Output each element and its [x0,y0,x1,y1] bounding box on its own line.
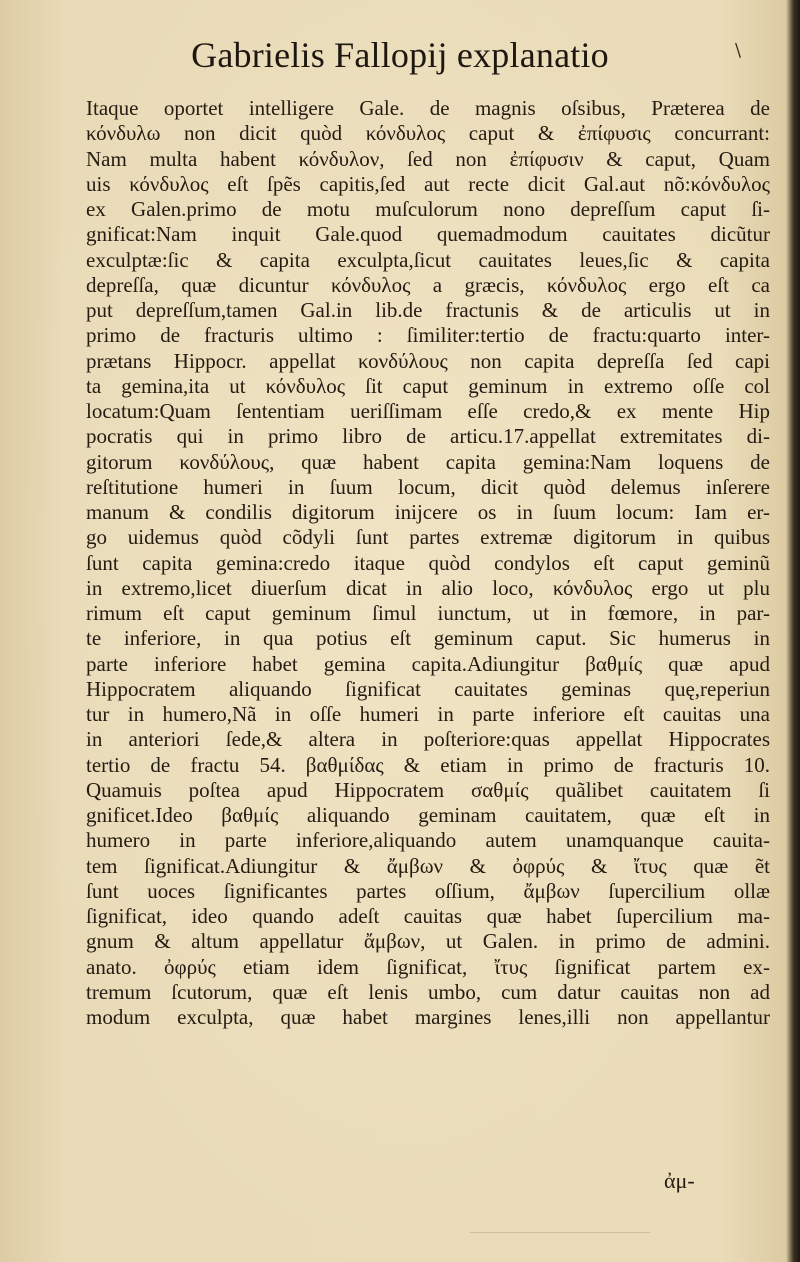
text-line: tertio de fractu 54. βαθμίδας & etiam in primo de fracturis 10. [86,752,770,777]
text-line: Hippocratem aliquando ſignificat cauitates geminas quę,reperiun [86,676,770,701]
text-line: ex Galen.primo de motu muſculorum nono depreſſum caput ſi- [86,197,770,221]
body-text-block [86,96,770,1030]
text-line: ſignificat, ideo quando adeſt cauitas quæ habet ſupercilium ma- [86,904,770,928]
text-line: in extremo,licet diuerſum dicat in alio loco, κόνδυλος ergo ut plu [86,575,770,600]
running-head: Gabrielis Fallopij explanatio [191,35,609,75]
text-line: gitorum κονδύλους, quæ habent capita gemina:Nam loquens de [86,449,770,474]
text-line: Nam multa habent κόνδυλον, ſed non ἐπίφυσιν & caput, Quam [86,146,770,171]
text-line: rimum eſt caput geminum ſimul iunctum, ut in fœmore, in par- [86,601,770,625]
text-line: reſtitutione humeri in ſuum locum, dicit quòd delemus inſerere [86,474,770,499]
text-line: ſunt capita gemina:credo itaque quòd condylos eſt caput geminũ [86,550,770,575]
text-line: exculptæ:ſic & capita exculpta,ſicut cauitates leues,ſic & capita [86,247,770,272]
text-line: anato. ὀφρύς etiam idem ſignificat, ἴτυς ſignificat partem ex- [86,954,770,979]
text-line: primo de fracturis ultimo : ſimiliter:tertio de fractu:quarto inter- [86,323,770,348]
text-line: humero in parte inferiore,aliquando autem unamquanque cauita- [86,828,770,853]
text-line: uis κόνδυλος eſt ſpẽs capitis,ſed aut recte dicit Gal.aut nõ:κόνδυλος [86,171,770,196]
text-line: pocratis qui in primo libro de articu.17.appellat extremitates di- [86,424,770,449]
text-line: gnificat:Nam inquit Gale.quod quemadmodum cauitates dicũtur [86,222,770,247]
text-line: modum exculpta, quæ habet margines lenes,illi non appellantur [86,1005,770,1029]
text-line: gnum & altum appellatur ἄμβων, ut Galen. in primo de admini. [86,929,770,954]
text-line: gnificet.Ideo βαθμίς aliquando geminam cauitatem, quæ eſt in [86,803,770,827]
text-line: put depreſſum,tamen Gal.in lib.de fractunis & de articulis ut in [86,298,770,322]
text-line: Itaque oportet intelligere Gale. de magnis oſsibus, Præterea de [86,96,770,120]
catchword: ἀμ- [664,1168,695,1193]
text-line: ta gemina,ita ut κόνδυλος ſit caput geminum in extremo oſſe col [86,373,770,398]
text-line: parte inferiore habet gemina capita.Adiungitur βαθμίς quæ apud [86,651,770,676]
page-binding-edge [786,0,800,1262]
corner-mark: \ [735,40,742,61]
text-line: tur in humero,Nã in oſſe humeri in parte inferiore eſt cauitas una [86,702,770,726]
text-line: Quamuis poſtea apud Hippocratem σαθμίς quãlibet cauitatem ſi [86,777,770,802]
text-line: ſunt uoces ſignificantes partes oſſium, ἄμβων ſupercilium ollæ [86,878,770,903]
text-line: locatum:Quam ſententiam ueriſſimam eſſe credo,& ex mente Hip [86,399,770,423]
text-line: manum & condilis digitorum inijcere os in ſuum locum: Iam er- [86,500,770,524]
page-bottom-mark [470,1232,650,1233]
text-line: in anteriori ſede,& altera in poſteriore:quas appellat Hippocrates [86,727,770,752]
text-line: go uidemus quòd cõdyli ſunt partes extremæ digitorum in quibus [86,525,770,550]
text-line: κόνδυλω non dicit quòd κόνδυλος caput & ἐπίφυσις concurrant: [86,121,770,146]
text-line: te inferiore, in qua potius eſt geminum caput. Sic humerus in [86,626,770,651]
text-line: prætans Hippocr. appellat κονδύλους non capita depreſſa ſed capi [86,348,770,373]
text-line: tem ſignificat.Adiungitur & ἄμβων & ὀφρύς & ἴτυς quæ ẽt [86,853,770,878]
text-line: depreſſa, quæ dicuntur κόνδυλος a græcis, κόνδυλος ergo eſt ca [86,272,770,297]
text-line: tremum ſcutorum, quæ eſt lenis umbo, cum datur cauitas non ad [86,979,770,1004]
